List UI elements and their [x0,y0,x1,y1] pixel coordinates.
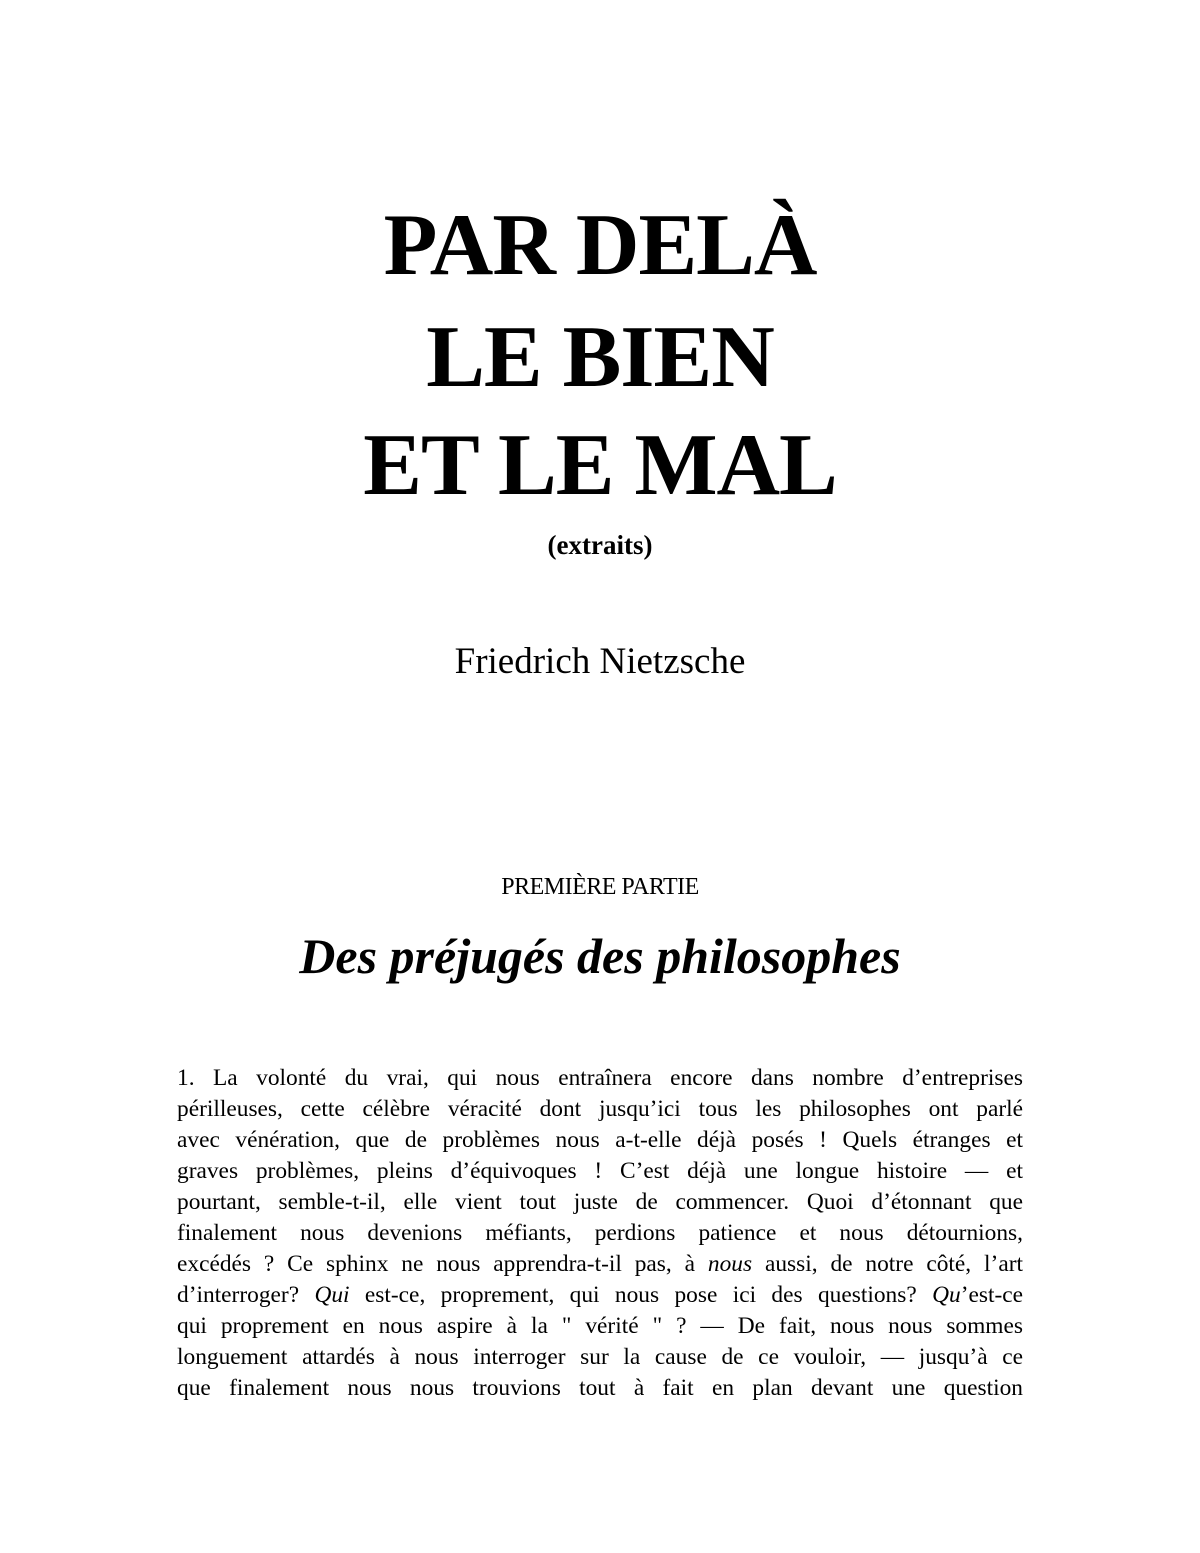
body-text-segment: est-ce, proprement, qui nous pose ici des questions? [349,1282,933,1308]
body-line [177,1280,1023,1311]
body-line [177,1311,1023,1342]
body-text-segment: pourtant, semble-t-il, elle vient tout juste de commencer. Quoi d’étonnant que [177,1189,1023,1215]
body-text-segment: excédés ? Ce sphinx ne nous apprendra-t-il pas, à [177,1251,708,1277]
body-text-segment: finalement nous devenions méfiants, perdions patience et nous détournions, [177,1220,1023,1246]
book-title-line-1: PAR DELÀ [383,197,817,294]
emphasis-text: Qui [314,1282,350,1308]
body-line [177,1187,1023,1218]
emphasis-text: nous [707,1251,753,1277]
body-line [177,1342,1023,1373]
body-text-segment: 1. La volonté du vrai, qui nous entraînera encore dans nombre d’entreprises [177,1065,1023,1091]
body-text-segment: d’interroger? [177,1282,315,1308]
body-line [177,1094,1023,1125]
body-line [177,1156,1023,1187]
body-line [177,1373,1023,1404]
body-text-segment: graves problèmes, pleins d’équivoques ! C’est déjà une longue histoire — et [177,1158,1023,1184]
body-text-segment: périlleuses, cette célèbre véracité dont jusqu’ici tous les philosophes ont parlé [177,1096,1023,1122]
emphasis-text: Qu [932,1282,961,1308]
body-text-segment: longuement attardés à nous interroger sur la cause de ce vouloir, — jusqu’à ce [177,1344,1023,1370]
part-title: Des préjugés des philosophes [299,928,901,984]
book-title-line-2: LE BIEN [426,309,774,406]
body-text-segment: que finalement nous nous trouvions tout à fait en plan devant une question [177,1375,1023,1401]
body-paragraph [177,1063,1023,1404]
book-subtitle: (extraits) [547,530,653,560]
body-text-segment: aussi, de notre côté, l’art [752,1251,1023,1277]
body-line [177,1125,1023,1156]
body-line [177,1063,1023,1094]
body-line [177,1218,1023,1249]
body-text-segment: avec vénération, que de problèmes nous a-t-elle déjà posés ! Quels étranges et [177,1127,1023,1153]
part-label: PREMIÈRE PARTIE [501,874,699,900]
book-title-line-3: ET LE MAL [363,417,837,514]
body-line [177,1249,1023,1280]
author-name: Friedrich Nietzsche [454,641,746,682]
body-text-segment: qui proprement en nous aspire à la " vérité " ? — De fait, nous nous sommes [177,1313,1023,1339]
body-text-segment: ’est-ce [960,1282,1024,1308]
